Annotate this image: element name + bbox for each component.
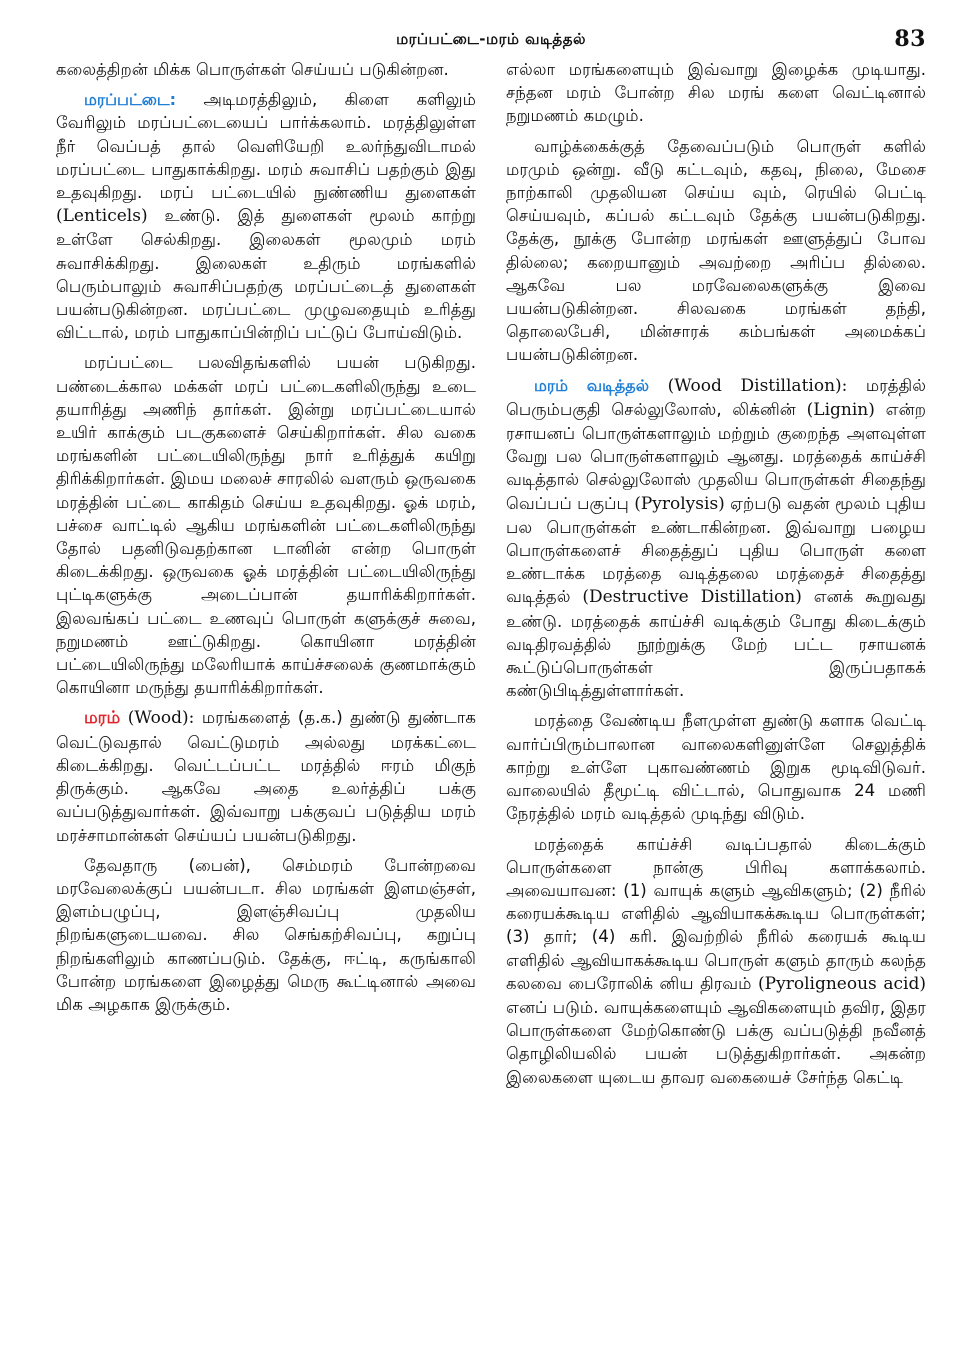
paragraph-bark: மரப்பட்டை: அடிமரத்திலும், கிளை களிலும் வேரிலும் மரப்பட்டையைப் பார்க்கலாம். மரத்திலுள்ள நீர் வெப்பத் தால் வெளியேறி உலர்ந்துவிடாமல் மரப்பட்டை பாதுகாக்கிறது. மரம் சுவாசிப் பதற்கும் இது உதவுகிறது. மரப் பட்டையில் நுண்ணிய துளைகள் (Lenticels) உண்டு. இத் துளைகள் மூலம் காற்று உள்ளே செல்கிறது. இலைகள் மூலமும் மரம் சுவாசிக்கிறது. இலைகள் உதிரும் மரங்களில் பெரும்பாலும் சுவாசிப்பதற்கு மரப்பட்டைத் துளைகள் பயன்படுகின்றன. மரப்பட்டை முழுவதையும் உரித்து விட்டால், மரம் பாதுகாப்பின்றிப் பட்டுப் போய்விடும்.	[56, 90, 476, 343]
paragraph-wood: மரம் (Wood): மரங்களைத் (த.க.) துண்டு துண்டாக வெட்டுவதால் வெட்டுமரம் அல்லது மரக்கட்டை கிடைக்கிறது. வெட்டப்பட்ட மரத்தில் ஈரம் மிகுந் திருக்கும். ஆகவே அதை உலர்த்திப் பக்கு வப்படுத்துவார்கள். இவ்வாறு பக்குவப் படுத்திய மரம் மரச்சாமான்கள் செய்யப் பயன்படுகிறது.	[56, 708, 476, 845]
paragraph: வாழ்க்கைக்குத் தேவைப்படும் பொருள் களில் மரமும் ஒன்று. வீடு கட்டவும், கதவு, நிலை, மேசை நாற்காலி முதலியன செய்ய வும், ரெயில் பெட்டி செய்யவும், கப்பல் கட்டவும் தேக்கு பயன்படுகிறது. தேக்கு, நூக்கு போன்ற மரங்கள் ஊளுத்துப் போவ தில்லை; கறையானும் அவற்றை அரிப்ப தில்லை. ஆகவே பல மரவேலைகளுக்கு இவை பயன்படுகின்றன. சிலவகை மரங்கள் தந்தி, தொலைபேசி, மின்சாரக் கம்பங்கள் அமைக்கப் பயன்படுகின்றன.	[506, 136, 926, 365]
section-heading-wood-distillation: மரம் வடித்தல்	[534, 375, 649, 395]
paragraph-wood-distillation: மரம் வடித்தல் (Wood Distillation): மரத்தில் பெரும்பகுதி செல்லுலோஸ், லிக்னின் (Lignin) என்ற ரசாயனப் பொருள்களாலும் மற்றும் குறைந்த அளவுள்ள வேறு பல பொருள்களாலும் ஆனது. மரத்தைக் காய்ச்சி வடித்தால் செல்லுலோஸ் முதலிய பொருள்கள் சிதைந்து வெப்பப் பகுப்பு (Pyrolysis) ஏற்படு வதன் மூலம் புதிய பல பொருள்கள் உண்டாகின்றன. இவ்வாறு பழைய பொருள்களைச் சிதைத்துப் புதிய பொருள் களை உண்டாக்க மரத்தை வடித்தலை மரத்தைச் சிதைத்து வடித்தல் (Destructive Distillation) எனக் கூறுவது உண்டு. மரத்தைக் காய்ச்சி வடிக்கும் போது கிடைக்கும் வடிதிரவத்தில் நூற்றுக்கு மேற் பட்ட ரசாயனக் கூட்டுப்பொருள்கள் இருப்பதாகக் கண்டுபிடித்துள்ளார்கள்.	[506, 375, 926, 701]
page-number: 83	[894, 26, 926, 52]
section-heading-wood: மரம்	[84, 708, 121, 729]
left-column	[56, 58, 476, 1096]
two-column-body	[56, 58, 926, 1096]
paragraph: கலைத்திறன் மிக்க பொருள்கள் செய்யப் படுகின்றன.	[56, 60, 449, 79]
section-heading-bark: மரப்பட்டை:	[84, 90, 176, 110]
header-title: மரப்பட்டை-மரம் வடித்தல்	[396, 30, 586, 48]
right-column	[506, 58, 926, 1096]
running-header	[56, 26, 926, 54]
paragraph: மரப்பட்டை பலவிதங்களில் பயன் படுகிறது. பண்டைக்கால மக்கள் மரப் பட்டைகளிலிருந்து உடை தயாரித்து அணிந் தார்கள். இன்று மரப்பட்டையால் உயிர் காக்கும் படகுகளைச் செய்கிறார்கள். சில வகை மரங்களின் பட்டையிலிருந்து நார் உரித்துக் கயிறு திரிக்கிறார்கள். இமய மலைச் சாரலில் வளரும் ஒருவகை மரத்தின் பட்டை காகிதம் செய்ய உதவுகிறது. ஓக் மரம், பச்சை வாட்டில் ஆகிய மரங்களின் பட்டைகளிலிருந்து தோல் பதனிடுவதற்கான டானின் என்ற பொருள் கிடைக்கிறது. ஒருவகை ஓக் மரத்தின் பட்டையிலிருந்து புட்டிகளுக்கு அடைப்பான் தயாரிக்கிறார்கள். இலவங்கப் பட்டை உணவுப் பொருள் களுக்குச் சுவை, நறுமணம் ஊட்டுகிறது. கொயினா மரத்தின் பட்டையிலிருந்து மலேரியாக் காய்ச்சலைக் குணமாக்கும் கொயினா மருந்து தயாரிக்கிறார்கள்.	[56, 353, 476, 698]
paragraph: மரத்தைக் காய்ச்சி வடிப்பதால் கிடைக்கும் பொருள்களை நான்கு பிரிவு களாக்கலாம். அவையாவன: (1) வாயுக் களும் ஆவிகளும்; (2) நீரில் கரையக்கூடிய எளிதில் ஆவியாகக்கூடிய பொருள்கள்; (3) தார்; (4) கரி. இவற்றில் நீரில் கரையக் கூடிய எளிதில் ஆவியாகக்கூடிய பொருள் களும் தாரும் கலந்த கலவை பைரோலிக் னிய திரவம் (Pyroligneous acid) எனப் படும். வாயுக்களையும் ஆவிகளையும் தவிர, இதர பொருள்களை மேற்கொண்டு பக்கு வப்படுத்தி நவீனத் தொழிலியலில் பயன் படுத்துகிறார்கள். அகன்ற இலைகளை யுடைய தாவர வகையைச் சேர்ந்த கெட்டி	[506, 834, 926, 1087]
paragraph: தேவதாரு (பைன்), செம்மரம் போன்றவை மரவேலைக்குப் பயன்படா. சில மரங்கள் இளமஞ்சள், இளம்பழுப்பு, இளஞ்சிவப்பு முதலிய நிறங்களுடையவை. சில செங்கற்சிவப்பு, கறுப்பு நிறங்களிலும் காணப்படும். தேக்கு, ஈட்டி, கருங்காலி போன்ற மரங்களை இழைத்து மெரு கூட்டினால் அவை மிக அழகாக இருக்கும்.	[56, 855, 476, 1014]
paragraph: மரத்தை வேண்டிய நீளமுள்ள துண்டு களாக வெட்டி வார்ப்பிரும்பாலான வாலைகளினுள்ளே செலுத்திக் காற்று உள்ளே புகாவண்ணம் இறுக மூடிவிடுவர். வாலையில் தீமூட்டி விட்டால், பொதுவாக 24 மணி நேரத்தில் மரம் வடித்தல் முடிந்து விடும்.	[506, 711, 926, 824]
paragraph: எல்லா மரங்களையும் இவ்வாறு இழைக்க முடியாது. சந்தன மரம் போன்ற சில மரங் களை வெட்டினால் நறுமணம் கமழும்.	[506, 60, 926, 126]
